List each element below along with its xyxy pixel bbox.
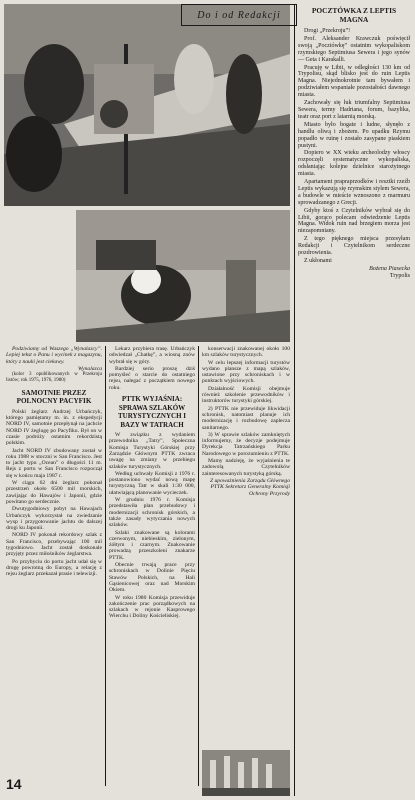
- leptis-paragraph: Zachowały się łuk triumfalny Septimiusa Sewera, termy Hadriana, forum, bazylika, teatr oraz port z latarnią morską.: [298, 100, 410, 120]
- pttk-paragraph: W roku 1980 Komisja przewiduje zakończenie prac porządkowych na szlakach w rejonie Kasprowego Wierchu i Doliny Kościeliskiej.: [109, 594, 195, 620]
- leptis-paragraph: Prof. Aleksander Krawczuk poświęcił swoją „Pocztówkę” ostatnim wykopaliskom rzymskiego Septimiusa Sewera i jego synów — Geta i Karakalli.: [298, 35, 410, 63]
- pacific-paragraph: W ciągu 62 dni żeglarz pokonał przestrzeń około 6500 mil morskich, zawijając do Hawajów i Japonii, gdzie powitano go serdecznie.: [6, 480, 102, 505]
- center-top-paragraph: Lekarz przybiera trasę. Urbańczyk odwiedzał „Chatkę”, a wiosną znów wybrał się w góry.: [109, 346, 195, 365]
- cat-photo: [76, 210, 290, 342]
- leptis-paragraph: Gdyby ktoś z Czytelników wybrał się do Libii, gorąco polecam odwiedzenie Leptis Magna. Widok ruin nad brzegiem morza jest niezapomniany.: [298, 207, 410, 235]
- ruins-photo: [202, 750, 290, 796]
- section-banner-text: Do i od Redakcji: [197, 9, 281, 21]
- caption-signature: Wynalazca: [77, 365, 102, 372]
- pttk-continued-paragraph: W celu lepszej informacji turystów wydano plansze z mapą szlaków, ustawione przy schroniskach i w punktach wyjściowych.: [202, 359, 290, 385]
- cat-photo-drawing: [76, 210, 290, 342]
- pttk-continued-paragraph: Mamy nadzieję, że wyjaśnienia te zadowolą Czytelników zainteresowanych turystyką górską.: [202, 458, 290, 477]
- pttk-continued-paragraph: Działalność Komisji obejmuje również szkolenie przewodników i instruktorów turystyki górskiej.: [202, 385, 290, 405]
- column-divider: [105, 346, 106, 786]
- pacific-paragraph: Polski żeglarz Andrzej Urbańczyk, którego pamiętamy m. in. z ekspedycji NORD IV, samotnie przepłynął na jachcie NORD IV żeglugę po Pacyfiku. Był on w czasie podróży ostatnim rekordzistą polskim.: [6, 408, 102, 447]
- article-title-pttk: PTTK WYJAŚNIA: SPRAWA SZLAKÓW TURYSTYCZNYCH I BAZY W TATRACH: [117, 395, 186, 429]
- column-divider: [198, 346, 199, 786]
- letter-salutation: Drogi „Przekroju”!: [304, 28, 351, 34]
- pttk-continued-paragraph: 3) W sprawie szlaków zamkniętych informujemy, że decyzje podejmuje Dyrekcja Tatrzańskiego Parku Narodowego w porozumieniu z PTTK.: [202, 431, 290, 457]
- pacific-paragraph: Jacht NORD IV zbudowany został w roku 1988 w stoczni w San Francisco. Jest to jacht typu „Ocean” o długości 11 m. Rejs z portu w San Francisco rozpoczął się w końcu maja 1987 r.: [6, 447, 102, 479]
- pttk-paragraph: W grudniu 1976 r. Komisja przedstawiła plan przebudowy i modernizacji schronisk górskich, a także zasady wytyczania nowych szlaków.: [109, 497, 195, 529]
- pttk-paragraph: Obecnie trwają prace przy schroniskach w Dolinie Pięciu Stawów Polskich, na Hali Gąsienicowej oraz nad Morskim Okiem.: [109, 562, 195, 594]
- letter-city: Trypolis: [389, 272, 410, 279]
- article-title-pacific: SAMOTNIE PRZEZ POLNOCNY PACYFIK: [16, 388, 92, 406]
- pttk-paragraph: W związku z wydaniem przewodnika „Tatry”, Społeczna Komisja Turystyki Górskiej przy Zarządzie Głównym PTTK zwraca uwagę na zmiany w przebiegu szlaków turystycznych.: [109, 432, 195, 470]
- article-title-leptis: POCZTÓWKA Z LEPTIS MAGNA: [311, 6, 397, 24]
- leptis-paragraph: Miasto było bogate i ludne, słynęło z handlu oliwą i zbożem. Po upadku Rzymu popadło w ruinę i zostało zasypane piaskiem pustyni.: [298, 121, 410, 149]
- pttk-signature: Z upoważnienia Zarządu Głównego PTTK Sekretarz Generalny Komisji Ochrony Przyrody: [209, 477, 290, 497]
- letter-closing: Z ukłonami: [304, 258, 332, 264]
- right-column: [298, 6, 410, 796]
- pttk-continued-paragraph: 2) PTTK nie przewiduje likwidacji schronisk, natomiast planuje ich modernizację i rozbudowę zaplecza sanitarnego.: [202, 405, 290, 431]
- left-column: [6, 346, 102, 774]
- pacific-paragraph: Po przybyciu do portu jacht udał się w drogę powrotną do Europy, a relację z rejsu żeglarz przekazał prasie i telewizji.: [6, 558, 102, 578]
- workshop-photo: [4, 4, 290, 206]
- center-top-paragraph: Bardziej serio proszę dziś pomyśleć o starcie do ostatniego rejsu, nalegać z początkiem nowego roku.: [109, 365, 195, 391]
- pttk-paragraph: Szlaki znakowane są kolorami czerwonym, niebieskim, zielonym, żółtym i czarnym. Znakowanie prowadzą przeszkoleni znakarze PTTK.: [109, 529, 195, 561]
- leptis-paragraph: Pracuję w Libii, w odległości 130 km od Trypolisu, skąd blisko jest do ruin Leptis Magna. Niejednokrotnie tam bywałem i podziwiałem wspaniałe pozostałości dawnego miasta.: [298, 64, 410, 99]
- right-middle-column: [202, 346, 290, 746]
- leptis-paragraph: Dopiero w XX wieku archeolodzy włoscy rozpoczęli systematyczne wykopaliska, odsłaniając kolejne dzielnice starożytnego miasta.: [298, 150, 410, 178]
- leptis-paragraph: Z tego pięknego miejsca przesyłam Redakcji i Czytelnikom serdeczne pozdrowienia.: [298, 236, 410, 257]
- section-banner: [181, 4, 297, 26]
- ruins-photo-drawing: [202, 750, 290, 796]
- caption-credit: (kolor 3 opublikowanych w Przekroju listów; rok 1975, 1976, 1980): [6, 372, 102, 384]
- center-column: [109, 346, 195, 786]
- pacific-paragraph: Dwutygodniowy pobyt na Hawajach Urbańczyk wykorzystał na zwiedzanie wysp i przygotowanie jachtu do dalszej drogi ku Japonii.: [6, 506, 102, 532]
- column-divider: [294, 4, 295, 796]
- letter-author: Bożena Piasecka: [369, 265, 410, 272]
- leptis-paragraph: Apartament prapraprzodków i resztki rzeźb Leptis wykazują się rzymskim stylem Sewera, a budowle w mieście wznoszono z marmuru sprowadzanego z Grecji.: [298, 179, 410, 206]
- pttk-paragraph: Według uchwały Komisji z 1976 r. postanowiono wydać nową mapę turystyczną Tatr w skali 1:30 000, ułatwiającą planowanie wycieczek.: [109, 470, 195, 496]
- workshop-photo-drawing: [4, 4, 290, 206]
- page-number: 14: [6, 776, 22, 792]
- photo-caption: Podziwiamy od Waszego „Wynalazcy”. Lepiej tekst o Panu i wycinek z magazynu, który z nauki jest ciekawy.: [6, 346, 102, 365]
- pttk-continued-paragraph: konserwacji znakowanej około 100 km szlaków turystycznych.: [202, 346, 290, 359]
- pacific-paragraph: NORD IV pokonał rekordowy szlak z San Francisco, przebywając 100 mil tygodniowo. Jacht został doskonale przyjęty przez miłośników żeglarstwa.: [6, 532, 102, 558]
